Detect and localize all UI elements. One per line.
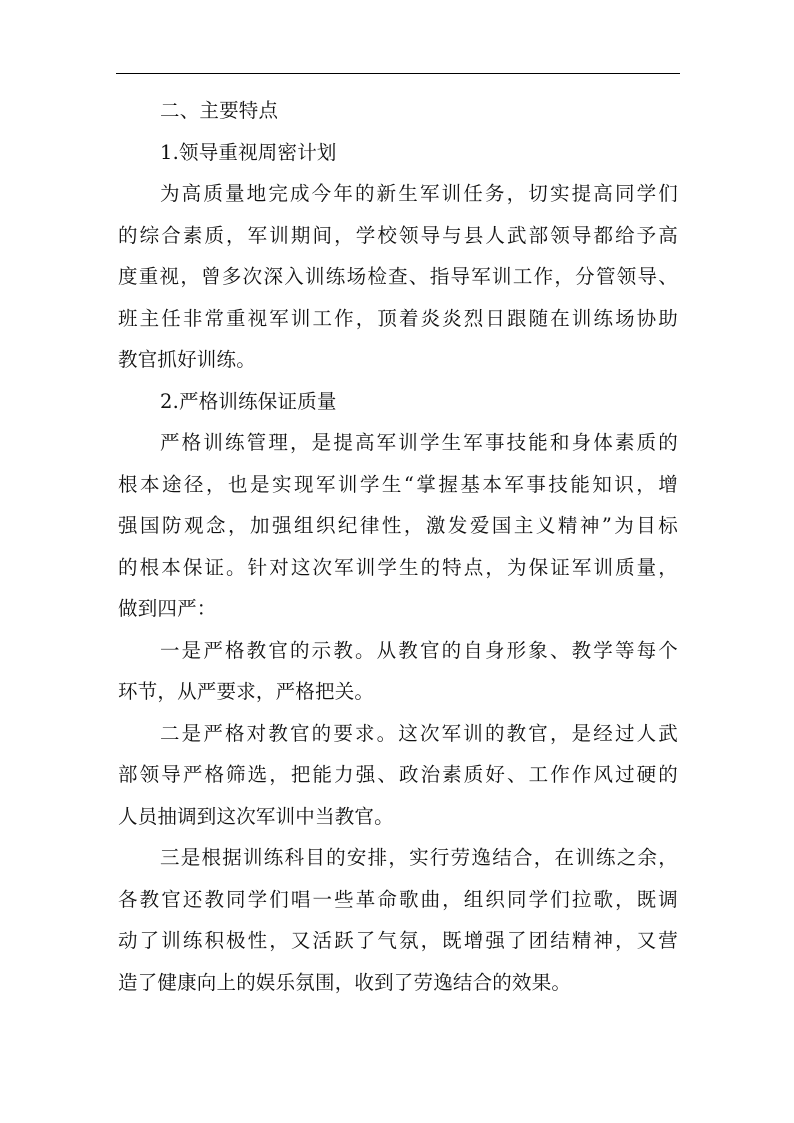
text-line: 环节，从严要求，严格把关。 — [118, 680, 375, 703]
text-line: 一是严格教官的示教。从教官的自身形象、教学等每个 — [160, 638, 678, 662]
text-line: 各教官还教同学们唱一些革命歌曲，组织同学们拉歌，既调 — [118, 887, 678, 911]
text-line: 二、主要特点 — [160, 99, 279, 122]
text-line: 三是根据训练科目的安排，实行劳逸结合，在训练之余， — [160, 846, 678, 869]
document-body — [118, 90, 678, 1003]
text-line: 度重视，曾多次深入训练场检查、指导军训工作，分管领导、 — [118, 265, 678, 288]
header-rule — [116, 73, 680, 74]
text-line: 2.严格训练保证质量 — [160, 389, 337, 413]
text-line: 班主任非常重视军训工作，顶着炎炎烈日跟随在训练场协助 — [118, 306, 678, 330]
text-line: 人员抽调到这次军训中当教官。 — [118, 804, 394, 828]
text-line: 1.领导重视周密计划 — [160, 140, 337, 164]
text-line: 部领导严格筛选，把能力强、政治素质好、工作作风过硬的 — [118, 763, 678, 786]
text-line: 二是严格对教官的要求。这次军训的教官，是经过人武 — [160, 721, 678, 745]
text-line: 为高质量地完成今年的新生军训任务，切实提高同学们 — [160, 182, 678, 205]
text-line: 做到四严： — [118, 597, 217, 620]
text-line: 教官抓好训练。 — [118, 348, 256, 371]
text-line: 动了训练积极性，又活跃了气氛，既增强了团结精神，又营 — [118, 929, 678, 952]
text-line: 强国防观念，加强组织纪律性，激发爱国主义精神”为目标 — [118, 514, 678, 537]
text-line: 的根本保证。针对这次军训学生的特点，为保证军训质量， — [118, 555, 678, 579]
text-line: 根本途径，也是实现军训学生“掌握基本军事技能知识，增 — [118, 472, 678, 496]
text-line: 的综合素质，军训期间，学校领导与县人武部领导都给予高 — [118, 223, 678, 247]
text-line: 造了健康向上的娱乐氛围，收到了劳逸结合的效果。 — [118, 970, 572, 994]
text-line: 严格训练管理，是提高军训学生军事技能和身体素质的 — [160, 431, 678, 454]
